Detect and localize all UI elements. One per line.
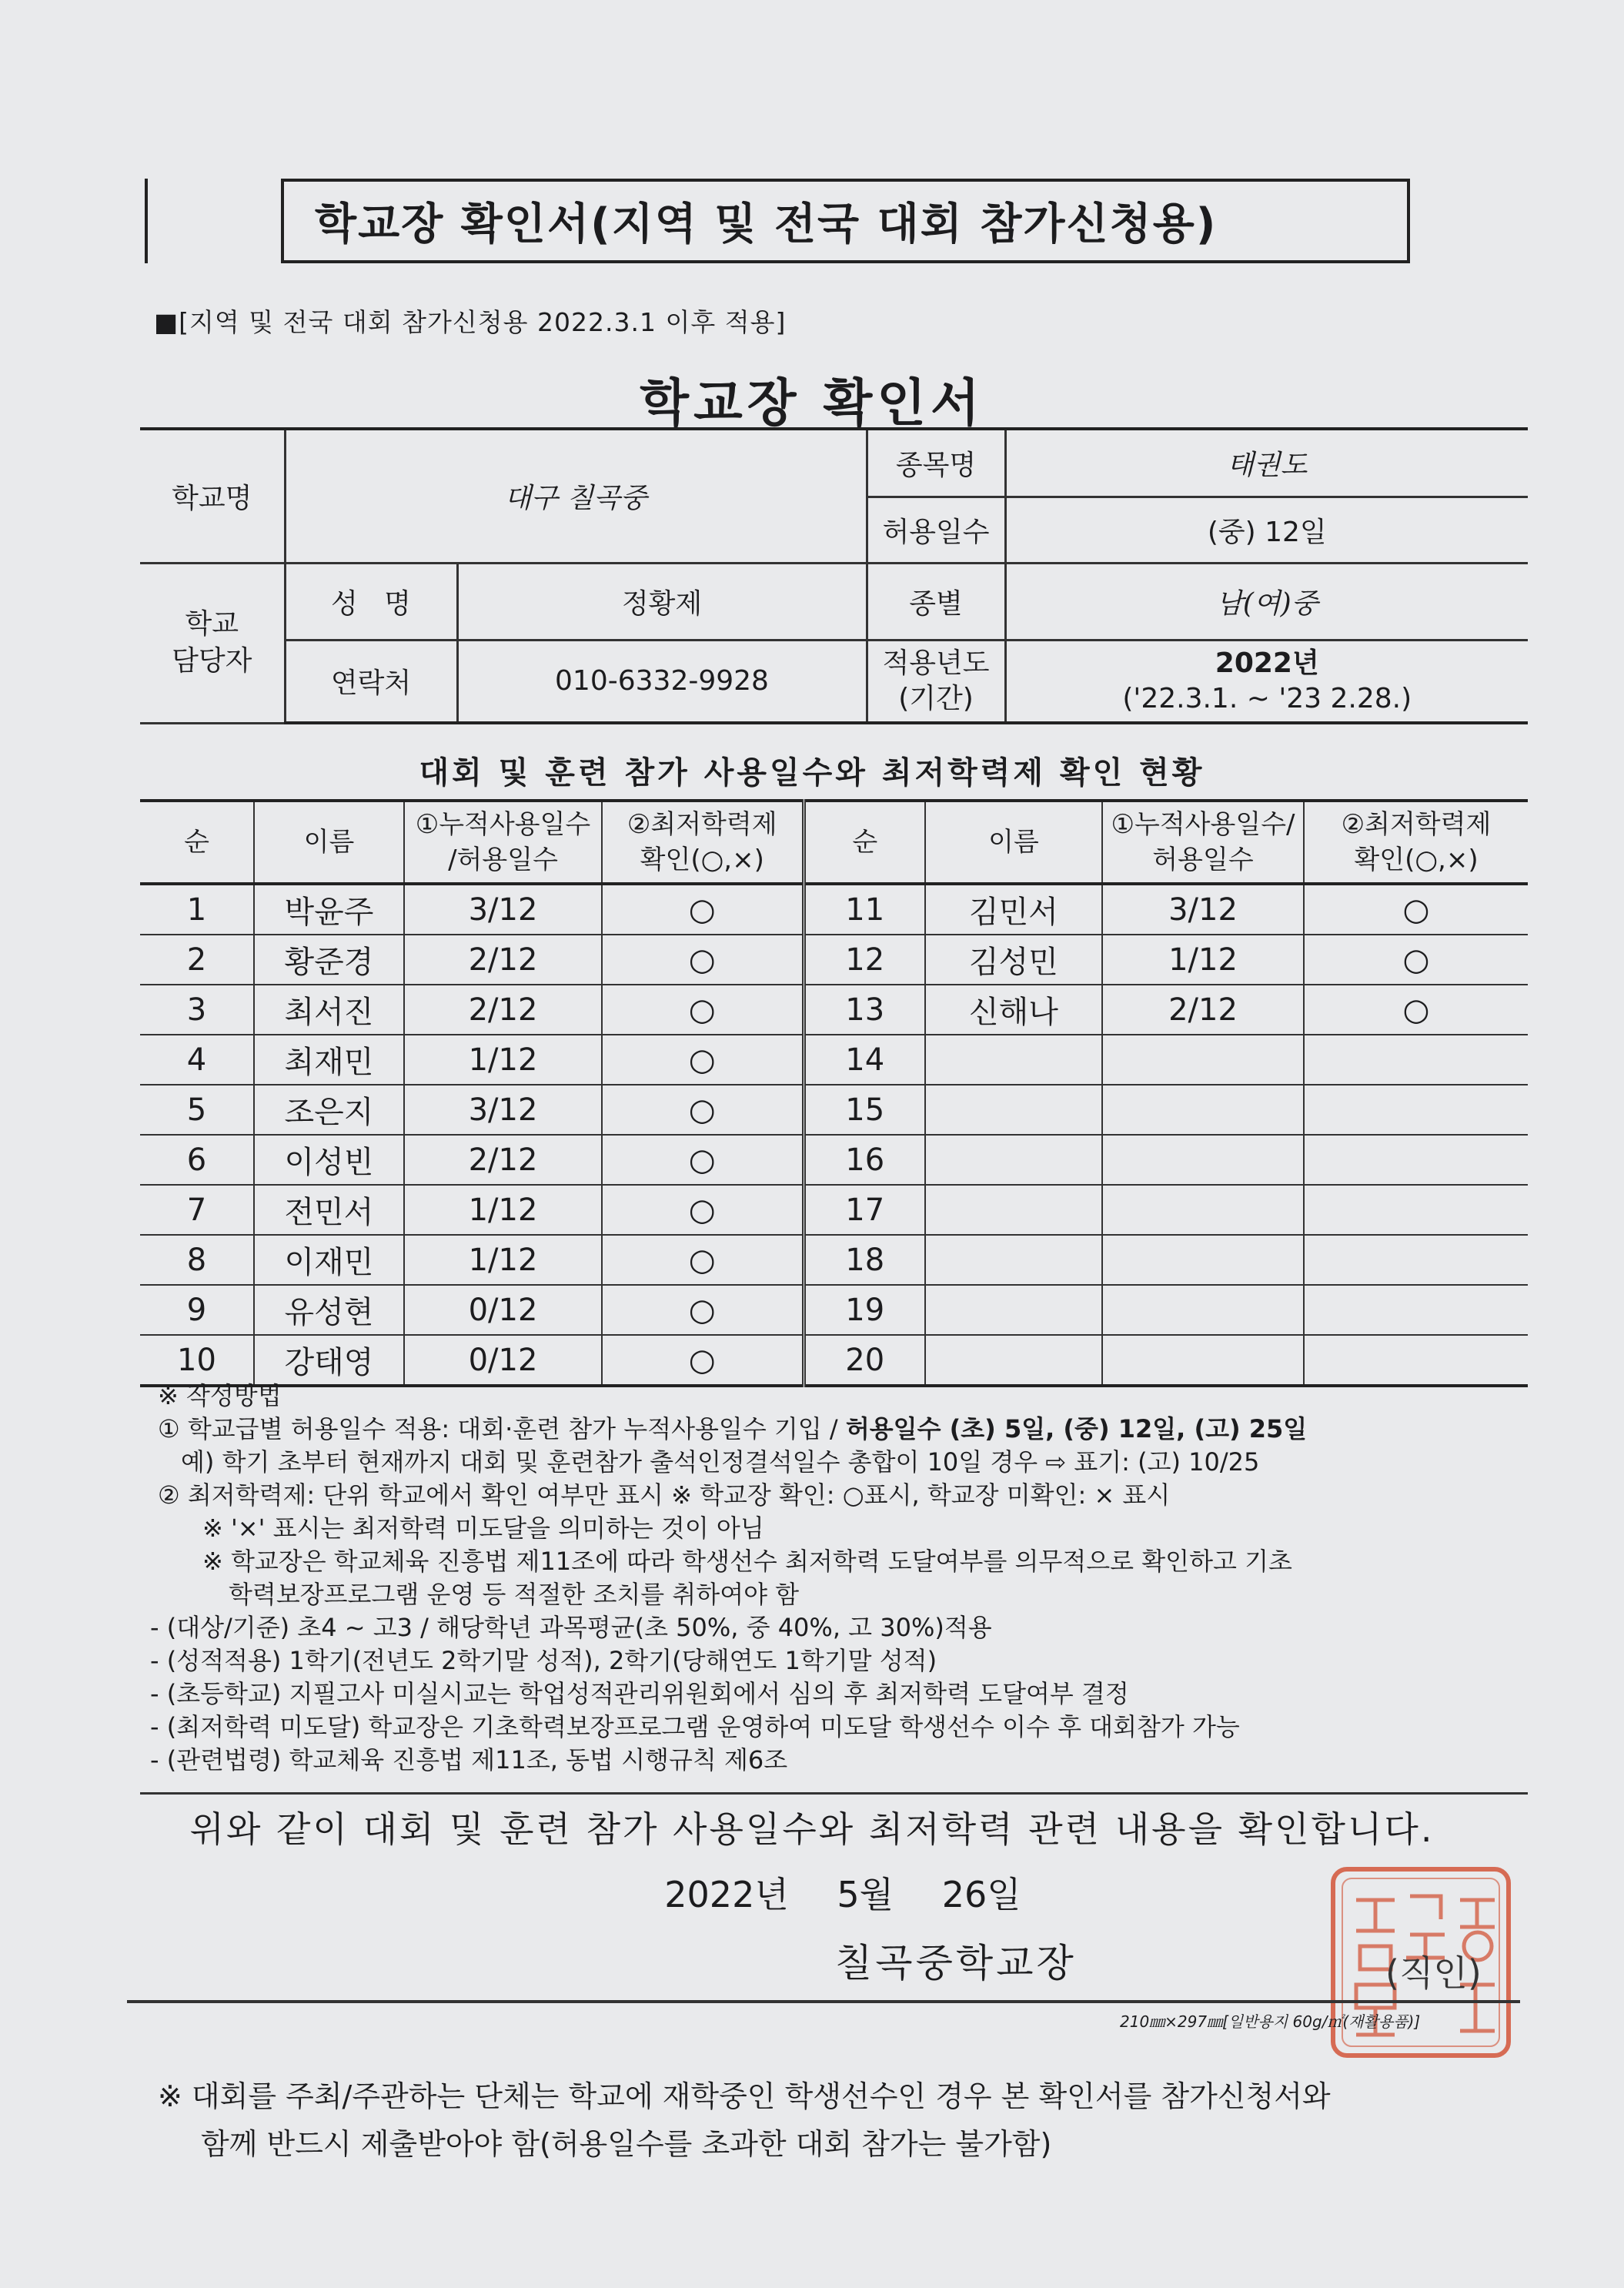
row-days <box>1102 1185 1304 1235</box>
row-name: 황준경 <box>254 935 404 985</box>
table-row <box>140 1335 1528 1386</box>
guide-note-2a: ※ 학교장은 학교체육 진흥법 제11조에 따라 학생선수 최저학력 도달여부를 의무적으로 확인하고 기초 <box>202 1547 1292 1576</box>
applicability-notice: ■[지역 및 전국 대회 참가신청용 2022.3.1 이후 적용] <box>154 307 787 337</box>
guide-note-1: ※ '×' 표시는 최저학력 미도달을 의미하는 것이 아님 <box>202 1514 764 1543</box>
row-name <box>925 1035 1102 1085</box>
row-name <box>925 1335 1102 1386</box>
guide-item-1-bold: 허용일수 (초) 5일, (중) 12일, (고) 25일 <box>845 1414 1308 1443</box>
contact-value: 010-6332-9928 <box>457 640 867 723</box>
name-label: 성 명 <box>285 563 457 640</box>
row-name <box>925 1085 1102 1135</box>
row-no: 11 <box>804 884 925 935</box>
row-name: 김민서 <box>925 884 1102 935</box>
row-name: 최서진 <box>254 985 404 1035</box>
row-min-check: ○ <box>602 1035 804 1085</box>
row-no: 12 <box>804 935 925 985</box>
row-no: 15 <box>804 1085 925 1135</box>
table-row <box>140 1285 1528 1335</box>
guide-dash-1: - (대상/기준) 초4 ~ 고3 / 해당학년 과목평균(초 50%, 중 40%, 고 30%)적용 <box>150 1613 992 1642</box>
row-name: 신해나 <box>925 985 1102 1035</box>
row-name: 조은지 <box>254 1085 404 1135</box>
row-no: 17 <box>804 1185 925 1235</box>
school-label: 학교명 <box>140 429 285 563</box>
category-label: 종별 <box>867 563 1005 640</box>
row-name: 유성현 <box>254 1285 404 1335</box>
row-min-check <box>1304 1135 1528 1185</box>
row-min-check <box>1304 1285 1528 1335</box>
manager-label: 학교 담당자 <box>140 563 285 723</box>
section-title: 대회 및 훈련 참가 사용일수와 최저학력제 확인 현황 <box>419 755 1205 791</box>
row-days: 1/12 <box>404 1235 602 1285</box>
row-min-check: ○ <box>1304 884 1528 935</box>
guide-note-2b: 학력보장프로그램 운영 등 적절한 조치를 취하여야 함 <box>229 1580 800 1609</box>
row-name <box>925 1235 1102 1285</box>
row-days <box>1102 1285 1304 1335</box>
form-title: 학교장 확인서(지역 및 전국 대회 참가신청용) <box>315 199 1218 249</box>
row-days <box>1102 1085 1304 1135</box>
row-name <box>925 1185 1102 1235</box>
date-year: 2022년 <box>664 1874 789 1915</box>
table-row <box>140 985 1528 1035</box>
row-days: 2/12 <box>404 935 602 985</box>
row-min-check <box>1304 1235 1528 1285</box>
row-min-check: ○ <box>602 1185 804 1235</box>
row-days <box>1102 1335 1304 1386</box>
header-name-right: 이름 <box>925 801 1102 884</box>
table-row <box>140 1235 1528 1285</box>
date-day: 26일 <box>941 1874 1021 1915</box>
sport-label: 종목명 <box>867 429 1005 497</box>
row-name <box>925 1285 1102 1335</box>
row-min-check: ○ <box>602 884 804 935</box>
sport-value: 태권도 <box>1005 429 1528 497</box>
row-days: 1/12 <box>1102 935 1304 985</box>
allowed-days-label: 허용일수 <box>867 497 1005 563</box>
row-no: 5 <box>140 1085 254 1135</box>
form-title-box <box>281 179 1410 263</box>
school-value: 대구 칠곡중 <box>285 429 867 563</box>
row-days: 0/12 <box>404 1335 602 1386</box>
row-no: 16 <box>804 1135 925 1185</box>
table-row <box>140 1035 1528 1085</box>
year-label-1: 적용년도 <box>882 647 990 679</box>
category-value: 남(여)중 <box>1005 563 1528 640</box>
row-no: 1 <box>140 884 254 935</box>
writing-guide <box>150 1380 1559 1777</box>
row-min-check: ○ <box>602 935 804 985</box>
row-min-check: ○ <box>602 1135 804 1185</box>
guide-dash-2: - (성적적용) 1학기(전년도 2학기말 성적), 2학기(당해연도 1학기말 성적) <box>150 1646 937 1675</box>
table-row <box>140 884 1528 935</box>
row-min-check: ○ <box>602 1285 804 1335</box>
row-min-check: ○ <box>1304 935 1528 985</box>
row-days: 2/12 <box>1102 985 1304 1035</box>
header-days-right: ①누적사용일수/ 허용일수 <box>1102 801 1304 884</box>
row-no: 19 <box>804 1285 925 1335</box>
guide-item-1-text: ① 학교급별 허용일수 적용: 대회·훈련 참가 누적사용일수 기입 / <box>158 1414 846 1443</box>
year-value: 2022년 <box>1215 647 1319 679</box>
table-row <box>140 1135 1528 1185</box>
row-min-check: ○ <box>1304 985 1528 1035</box>
year-label <box>867 640 1005 723</box>
row-days <box>1102 1135 1304 1185</box>
row-min-check: ○ <box>602 1085 804 1135</box>
row-name: 박윤주 <box>254 884 404 935</box>
row-no: 10 <box>140 1335 254 1386</box>
row-min-check: ○ <box>602 1235 804 1285</box>
seal-mark: (직인) <box>1385 1952 1482 1994</box>
row-no: 6 <box>140 1135 254 1185</box>
date-month: 5월 <box>837 1874 894 1915</box>
row-no: 7 <box>140 1185 254 1235</box>
row-days: 3/12 <box>404 1085 602 1135</box>
guide-item-2: ② 최저학력제: 단위 학교에서 확인 여부만 표시 ※ 학교장 확인: ○표시, 학교장 미확인: × 표시 <box>158 1480 1171 1510</box>
document-title: 학교장 확인서 <box>640 373 984 433</box>
table-row <box>140 935 1528 985</box>
row-min-check <box>1304 1085 1528 1135</box>
row-min-check <box>1304 1185 1528 1235</box>
row-no: 8 <box>140 1235 254 1285</box>
guide-dash-5: - (관련법령) 학교체육 진흥법 제11조, 동법 시행규칙 제6조 <box>150 1745 788 1775</box>
row-no: 13 <box>804 985 925 1035</box>
row-days <box>1102 1035 1304 1085</box>
guide-heading: ※ 작성방법 <box>158 1381 282 1410</box>
row-no: 2 <box>140 935 254 985</box>
guide-item-1 <box>158 1413 1559 1446</box>
row-days: 2/12 <box>404 1135 602 1185</box>
row-name: 최재민 <box>254 1035 404 1085</box>
row-days: 3/12 <box>404 884 602 935</box>
row-name: 전민서 <box>254 1185 404 1235</box>
row-no: 20 <box>804 1335 925 1386</box>
margin-bar <box>145 179 148 263</box>
header-no-left: 순 <box>140 801 254 884</box>
principal-title: 칠곡중학교장 <box>835 1941 1077 1985</box>
period-value: ('22.3.1. ~ '23 2.28.) <box>1122 682 1412 714</box>
row-no: 14 <box>804 1035 925 1085</box>
row-days: 1/12 <box>404 1185 602 1235</box>
info-table <box>140 427 1528 724</box>
row-days: 0/12 <box>404 1285 602 1335</box>
submission-note-1: ※ 대회를 주최/주관하는 단체는 학교에 재학중인 학생선수인 경우 본 확인서를 참가신청서와 <box>158 2079 1331 2113</box>
guide-dash-4: - (최저학력 미도달) 학교장은 기초학력보장프로그램 운영하여 미도달 학생선수 이수 후 대회참가 가능 <box>150 1712 1240 1741</box>
allowed-days-value: (중) 12일 <box>1005 497 1528 563</box>
header-min-left: ②최저학력제 확인(○,×) <box>602 801 804 884</box>
contact-label: 연락처 <box>285 640 457 723</box>
row-name: 이재민 <box>254 1235 404 1285</box>
roster-body <box>140 884 1528 1386</box>
table-row <box>140 1085 1528 1135</box>
row-days: 3/12 <box>1102 884 1304 935</box>
name-value: 정황제 <box>457 563 867 640</box>
row-name: 강태영 <box>254 1335 404 1386</box>
row-min-check: ○ <box>602 1335 804 1386</box>
row-no: 18 <box>804 1235 925 1285</box>
row-name: 김성민 <box>925 935 1102 985</box>
table-row <box>140 1185 1528 1235</box>
row-days: 1/12 <box>404 1035 602 1085</box>
row-name <box>925 1135 1102 1185</box>
guide-dash-3: - (초등학교) 지필고사 미실시교는 학업성적관리위원회에서 심의 후 최저학력 도달여부 결정 <box>150 1679 1129 1708</box>
row-no: 4 <box>140 1035 254 1085</box>
submission-note <box>158 2072 1331 2168</box>
row-no: 9 <box>140 1285 254 1335</box>
header-no-right: 순 <box>804 801 925 884</box>
row-days: 2/12 <box>404 985 602 1035</box>
year-label-2: (기간) <box>898 682 974 714</box>
header-name-left: 이름 <box>254 801 404 884</box>
header-min-right: ②최저학력제 확인(○,×) <box>1304 801 1528 884</box>
submission-note-2: 함께 반드시 제출받아야 함(허용일수를 초과한 대회 참가는 불가함) <box>201 2127 1052 2161</box>
row-no: 3 <box>140 985 254 1035</box>
divider <box>127 2000 1520 2003</box>
guide-item-1-example: 예) 학기 초부터 현재까지 대회 및 훈련참가 출석인정결석일수 총합이 10일 경우 ⇨ 표기: (고) 10/25 <box>181 1447 1260 1477</box>
row-days <box>1102 1235 1304 1285</box>
row-min-check <box>1304 1335 1528 1386</box>
row-name: 이성빈 <box>254 1135 404 1185</box>
row-min-check: ○ <box>602 985 804 1035</box>
year-value-cell <box>1005 640 1528 723</box>
row-min-check <box>1304 1035 1528 1085</box>
header-days-left: ①누적사용일수 /허용일수 <box>404 801 602 884</box>
paper-spec: 210㎜×297㎜[일반용지 60g/㎡(재활용품)] <box>1120 2012 1421 2031</box>
confirmation-statement: 위와 같이 대회 및 훈련 참가 사용일수와 최저학력 관련 내용을 확인합니다. <box>189 1808 1435 1850</box>
divider <box>140 1792 1528 1795</box>
roster-table <box>140 799 1528 1387</box>
